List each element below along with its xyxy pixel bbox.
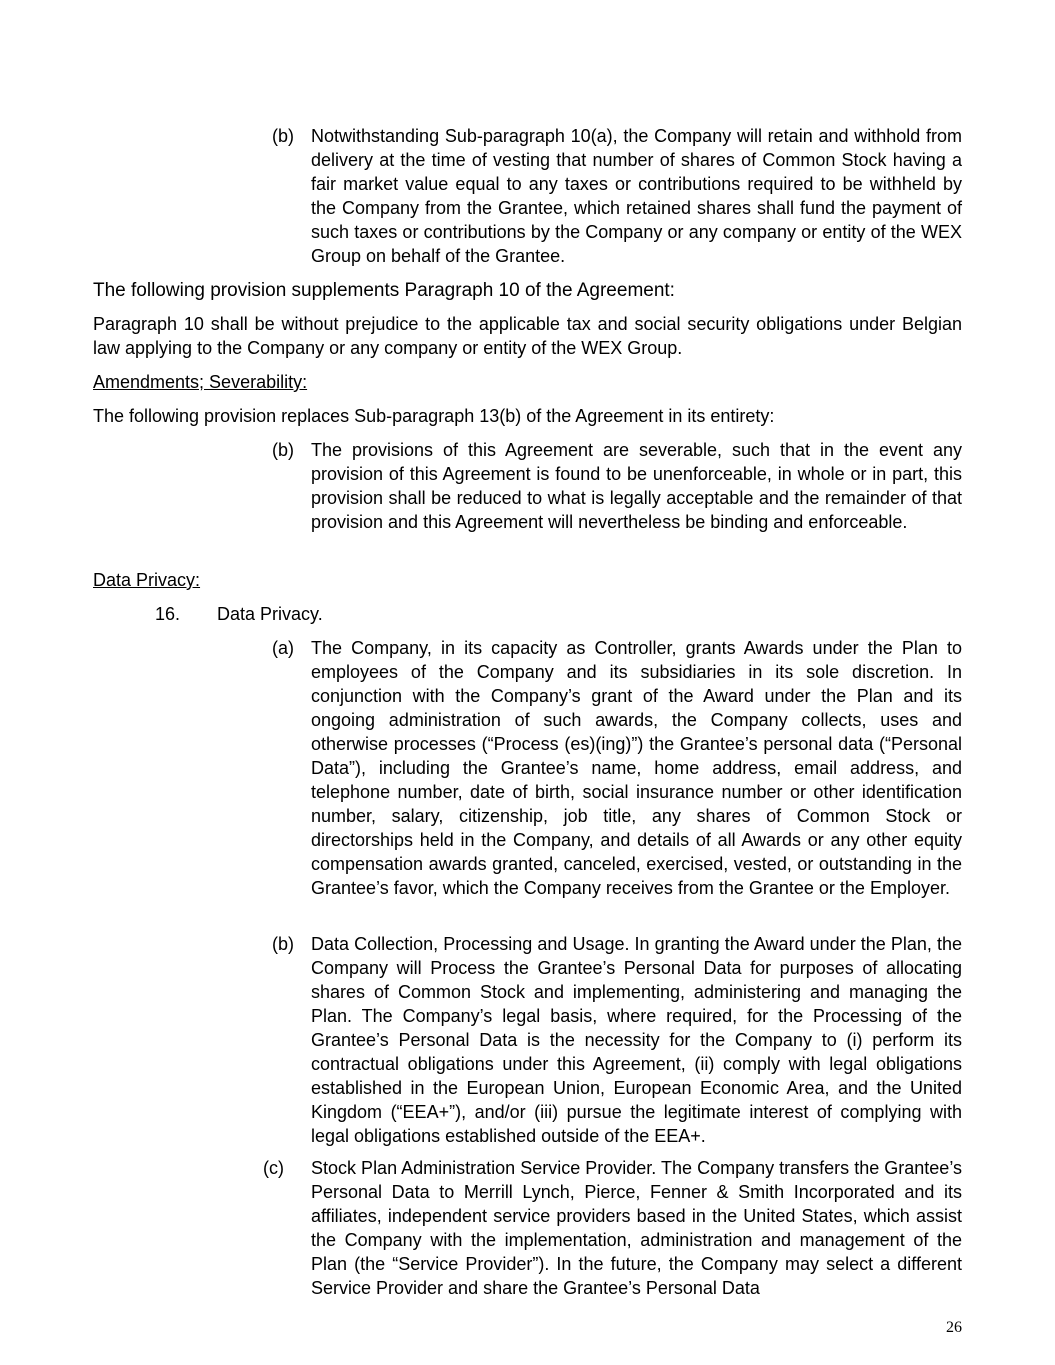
sub-b-collection-text: Data Collection, Processing and Usage. In granting the Award under the Plan, the Company will Process the Grantee’s Personal Data for purposes of allocating shares of Common Stock and implementing, administering and managing the Plan. The Company’s legal basis, where required, for the Processing of the Grantee’s Personal Data is the necessity for the Company to (i) perform its contractual obligations under this Agreement, (ii) comply with legal obligations established in the European Union, European Economic Area, and the United Kingdom (“EEA+”), and/or (iii) pursue the legitimate interest of complying with legal obligations established outside of the EEA+. <box>311 934 962 1146</box>
sub-c-provider-marker: (c) <box>263 1158 284 1178</box>
sub-a-privacy-marker: (a) <box>272 638 294 658</box>
page-number: 26 <box>946 1319 962 1336</box>
supplement-heading: The following provision supplements Paragraph 10 of the Agreement: <box>93 280 675 301</box>
sub-a-privacy-text: The Company, in its capacity as Controller, grants Awards under the Plan to employees of the Company and its subsidiaries in its sole discretion. In conjunction with the Company’s grant of the Award under the Plan and its ongoing administration of such awards, the Company collects, uses and otherwise processes (“Process (es)(ing)”) the Grantee’s personal data (“Personal Data”), including the Grantee’s name, home address, email address, and telephone number, date of birth, social insurance number or other identification number, salary, citizenship, job title, any shares of Common Stock or directorships held in the Company, and details of all Awards or any other equity compensation awards granted, canceled, exercised, vested, or outstanding in the Grantee’s favor, which the Company receives from the Grantee or the Employer. <box>311 638 962 898</box>
section-16-number: 16. <box>155 604 181 624</box>
sub-b-severability-marker: (b) <box>272 440 294 460</box>
sub-b-tax-marker: (b) <box>272 126 294 146</box>
section-16-title: Data Privacy. <box>217 604 323 624</box>
amendments-heading: Amendments; Severability: <box>93 372 308 392</box>
sub-b-tax-text: Notwithstanding Sub-paragraph 10(a), the Company will retain and withhold from delivery at the time of vesting that number of shares of Common Stock having a fair market value equal to any taxes or contributions required to be withheld by the Company from the Grantee, which retained shares shall fund the payment of such taxes or contributions by the Company or any company or entity of the WEX Group on behalf of the Grantee. <box>311 126 962 266</box>
sub-b-severability-text: The provisions of this Agreement are severable, such that in the event any provision of this Agreement is found to be unenforceable, in whole or in part, this provision shall be reduced to what is legally acceptable and the remainder of that provision and this Agreement will nevertheless be binding and enforceable. <box>311 440 962 532</box>
sub-b-collection-marker: (b) <box>272 934 294 954</box>
replaces-text: The following provision replaces Sub-paragraph 13(b) of the Agreement in its entirety: <box>93 406 775 426</box>
supplement-text: Paragraph 10 shall be without prejudice to the applicable tax and social security obligations under Belgian law applying to the Company or any company or entity of the WEX Group. <box>93 314 962 358</box>
data-privacy-heading: Data Privacy: <box>93 570 201 590</box>
sub-c-provider-text: Stock Plan Administration Service Provider. The Company transfers the Grantee’s Personal Data to Merrill Lynch, Pierce, Fenner & Smith Incorporated and its affiliates, independent service providers based in the United States, which assist the Company with the implementation, administration and management of the Plan (the “Service Provider”). In the future, the Company may select a different Service Provider and share the Grantee’s Personal Data <box>311 1158 962 1298</box>
